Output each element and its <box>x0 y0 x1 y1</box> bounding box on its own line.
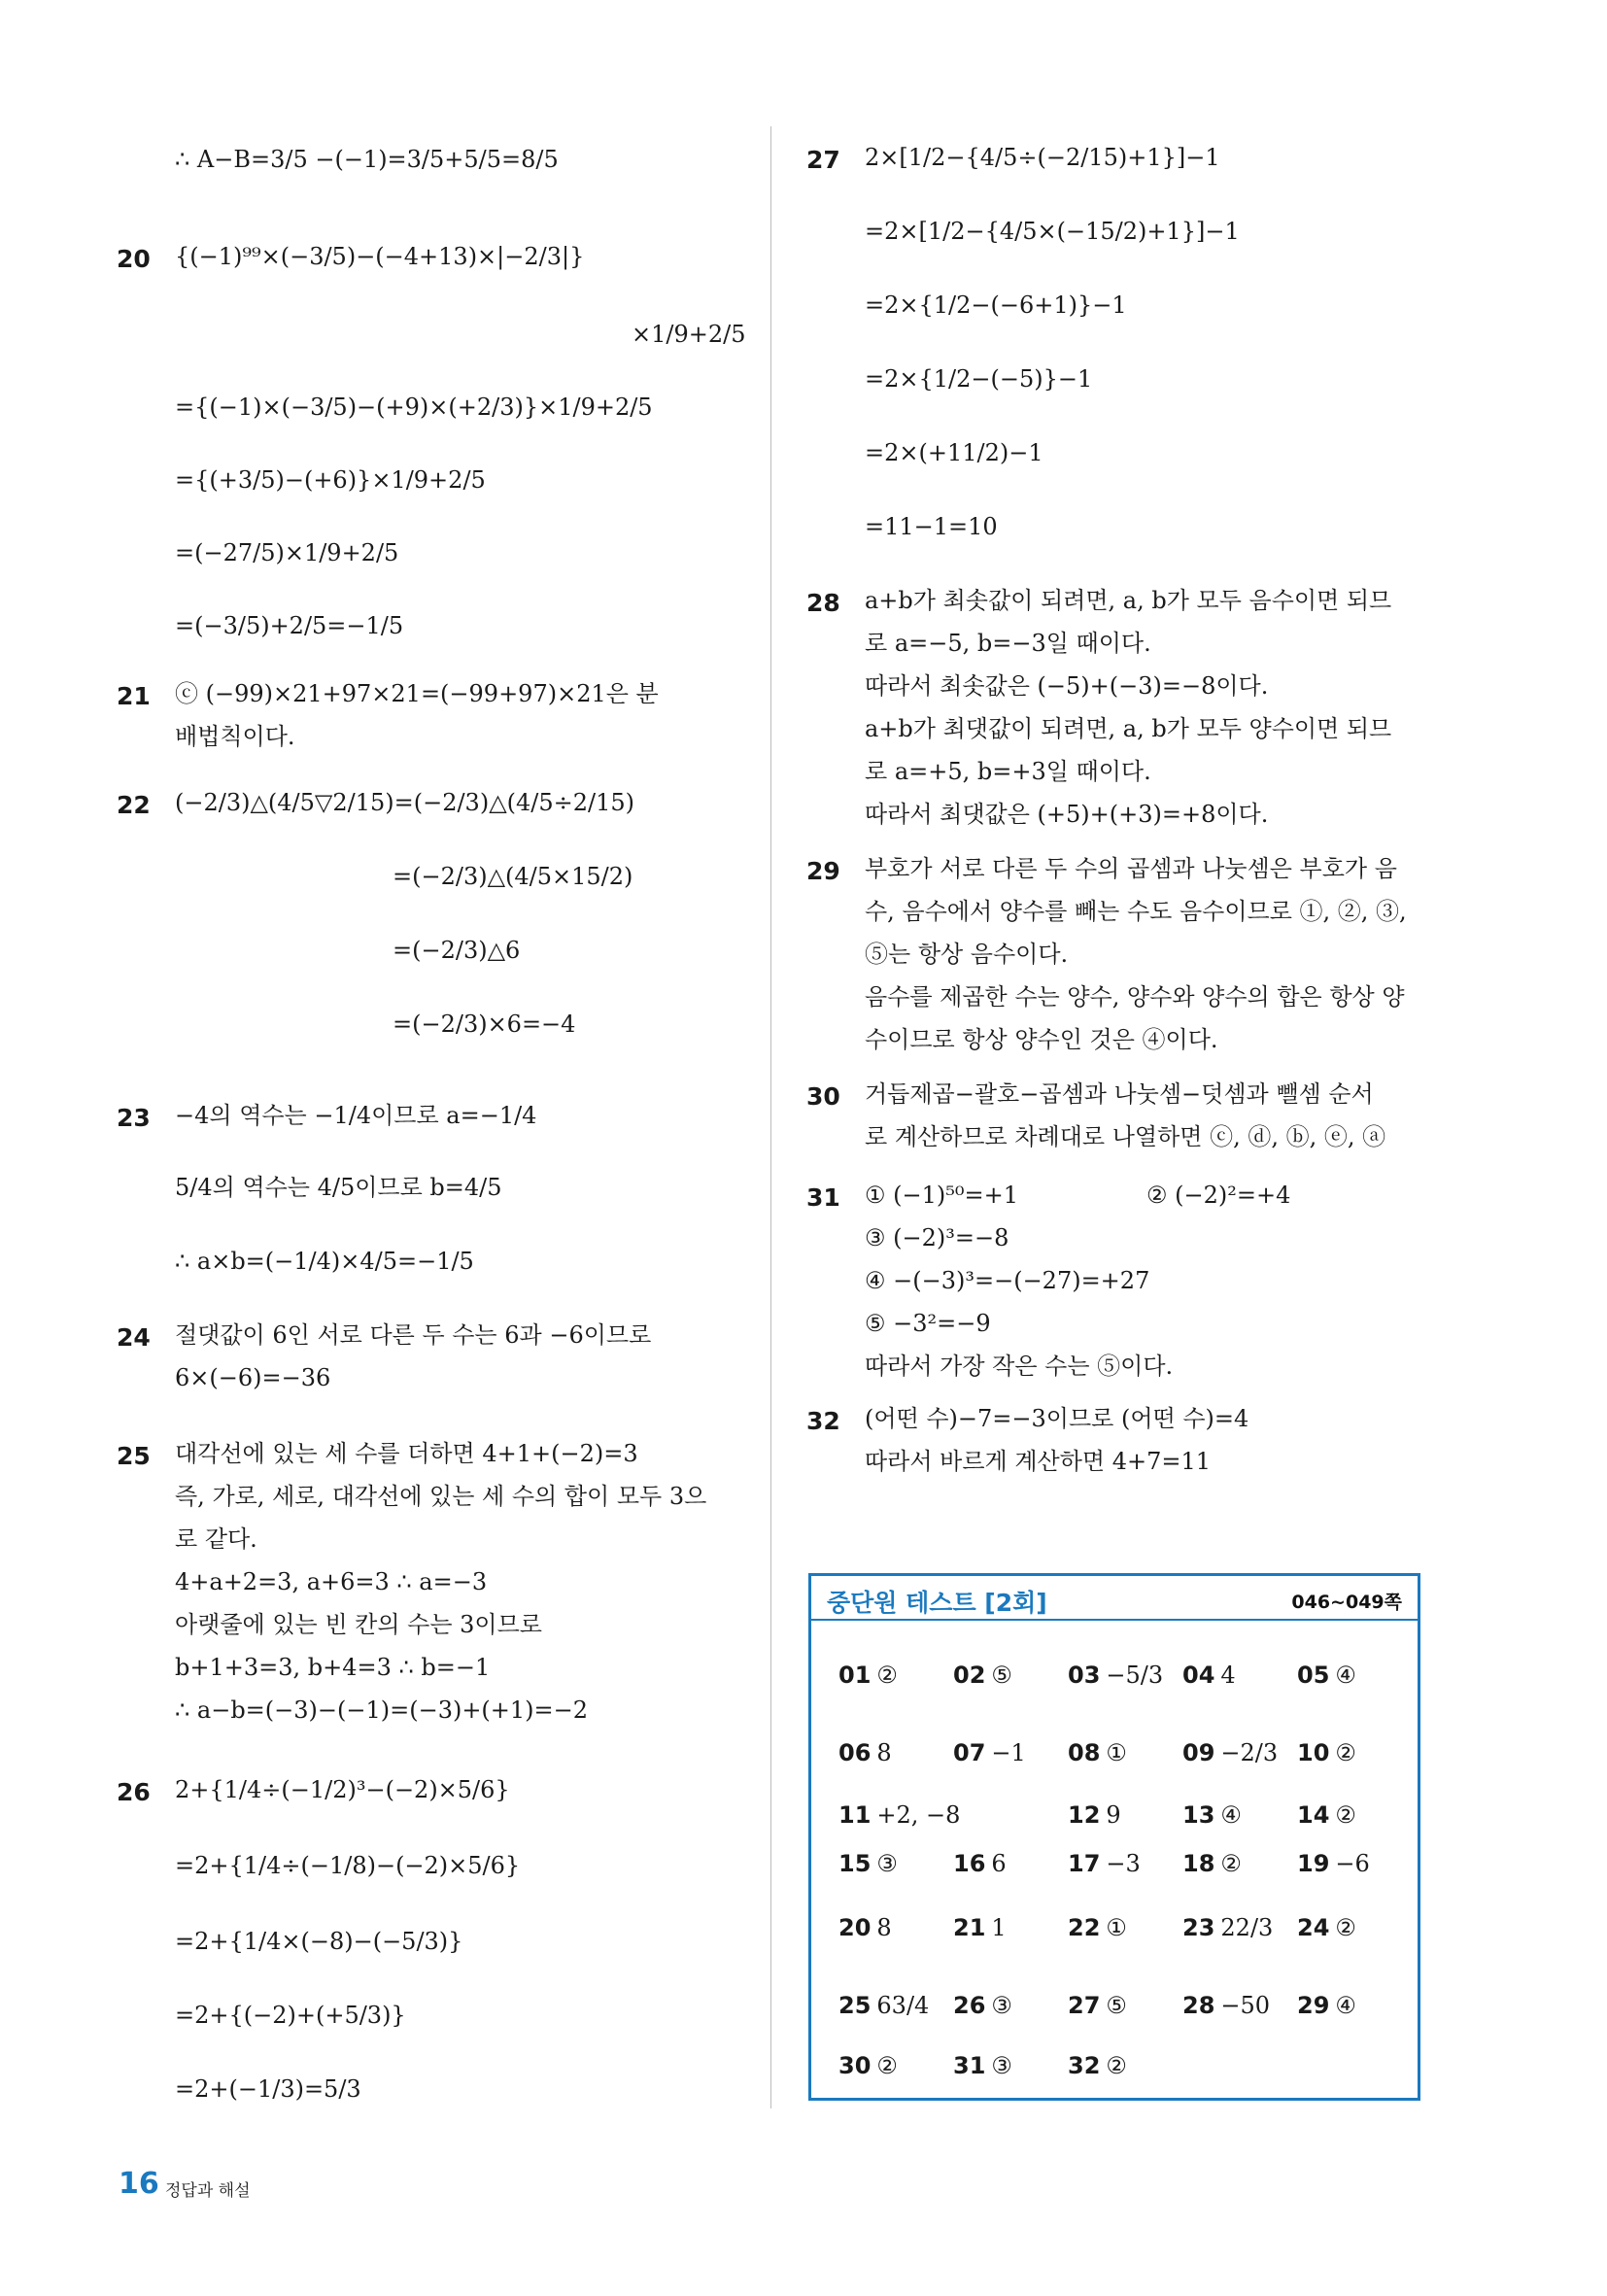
answer-item: 27 ⑤ <box>1068 1992 1127 2019</box>
footer-label: 정답과 해설 <box>165 2181 251 2201</box>
answer-box-title: 중단원 테스트 [2회] <box>827 1589 1047 1617</box>
answer-item: 03 −5/3 <box>1068 1662 1164 1689</box>
answer-box-pages: 046~049쪽 <box>1291 1592 1402 1613</box>
p19-conclusion: ∴ A−B=3/5 −(−1)=3/5+5/5=8/5 <box>175 146 559 173</box>
answer-item: 28 −50 <box>1182 1992 1271 2019</box>
answer-item: 18 ② <box>1182 1850 1242 1877</box>
answer-item: 13 ④ <box>1182 1801 1242 1829</box>
answer-item: 30 ② <box>838 2052 898 2079</box>
answer-item: 06 8 <box>838 1739 892 1766</box>
answer-item: 25 63/4 <box>838 1992 930 2019</box>
answer-item: 22 ① <box>1068 1914 1127 1941</box>
answer-item: 26 ③ <box>953 1992 1012 2019</box>
answer-item: 11 +2, −8 <box>838 1801 961 1829</box>
answer-item: 09 −2/3 <box>1182 1739 1279 1766</box>
answer-box-header <box>811 1576 1418 1621</box>
answer-item: 02 ⑤ <box>953 1662 1012 1689</box>
answer-item: 23 22/3 <box>1182 1914 1274 1941</box>
answer-item: 08 ① <box>1068 1739 1127 1766</box>
answer-item: 20 8 <box>838 1914 892 1941</box>
answer-item: 17 −3 <box>1068 1850 1141 1877</box>
answer-item: 31 ③ <box>953 2052 1012 2079</box>
answer-item: 15 ③ <box>838 1850 898 1877</box>
answer-item: 01 ② <box>838 1662 898 1689</box>
answer-item: 05 ④ <box>1297 1662 1356 1689</box>
answer-item: 07 −1 <box>953 1739 1026 1766</box>
page-number: 16 <box>119 2167 159 2201</box>
answer-item: 14 ② <box>1297 1801 1356 1829</box>
answer-item: 24 ② <box>1297 1914 1356 1941</box>
answer-item: 12 9 <box>1068 1801 1121 1829</box>
answer-page: ∴ A−B=3/5 −(−1)=3/5+5/5=8/5 20 {(−1)⁹⁹×(−3/5)−(−4+13)×|−2/3|} ×1/9+2/5 ={(−1)×(−3/5)−(+9)×(+2/3)}×1/9+2/5 ={(+3/5)−(+6)}×1/9+2/5 =(−27/5)×1/9+2/5 =(−3/5)+2/5=−1/5 21 ⓒ (−99)×21+97×21=(−99+97)×21은 분 배법칙이다. 22 (−2/3)△(4/5▽2/15)=(−2/3)△(4/5÷2/15) =(−2/3)△(4/5×15/2) =(−2/3)△6 =(−2/3)×6=−4 23 −4의 역수는 −1/4이므로 a=−1/4 5/4의 역수는 4/5이므로 b=4/5 ∴ a×b=(−1/4)×4/5=−1/5 24 절댓값이 6인 서로 다른 두 수는 6과 −6이므로 6×(−6)=−36 25 대각선에 있는 세 수를 더하면 4+1+(−2)=3 즉, 가로, 세로, 대각선에 있는 세 수의 합이 모두 3으 로 같다. 4+a+2=3, a+6=3 ∴ a=−3 아랫줄에 있는 빈 칸의 수는 3이므로 b+1+3=3, b+4=3 ∴ b=−1 ∴ a−b=(−3)−(−1)=(−3)+(+1)=−2 26 2+{1/4÷(−1/2)³−(−2)×5/6} =2+{1/4÷(−1/8)−(−2)×5/6} =2+{1/4×(−8)−(−5/3)} =2+{(−2)+(+5/3)} =2+(−1/3)=5/3 27 2×[1/2−{4/5÷(−2/15)+1}]−1 =2×[1/2−{4/5×(−15/2)+1}]−1 =2×{1/2−(−6+1)}−1 =2×{1/2−(−5)}−1 =2×(+11/2)−1 =11−1=10 28 a+b가 최솟값이 되려면, a, b가 모두 음수이면 되므 로 a=−5, b=−3일 때이다. 따라서 최솟값은 (−5)+(−3)=−8이다. a+b가 최댓값이 되려면, a, b가 모두 양수이면 되므 로 a=+5, b=+3일 때이다. 따라서 최댓값은 (+5)+(+3)=+8이다. 29 부호가 서로 다른 두 수의 곱셈과 나눗셈은 부호가 음 수, 음수에서 양수를 빼는 수도 음수이므로 ①, ②, ③, ⑤는 항상 음수이다. 음수를 제곱한 수는 양수, 양수와 양수의 합은 항상 양 수이므로 항상 양수인 것은 ④이다. 30 거듭제곱−괄호−곱셈과 나눗셈−덧셈과 뺄셈 순서 로 계산하므로 차례대로 나열하면 ⓒ, ⓓ, ⓑ, ⓔ, ⓐ 31 ① (−1)⁵⁰=+1 ② (−2)²=+4 ③ (−2)³=−8 ④ −(−3)³=−(−27)=+27 ⑤ −3²=−9 따라서 가장 작은 수는 ⑤이다. 32 (어떤 수)−7=−3이므로 (어떤 수)=4 따라서 바르게 계산하면 4+7=11 중단원 테스트 [2회] 046~049쪽 01 ② 02 ⑤ 03 −5/3 04 4 05 ④ 06 8 07 −1 08 ① 09 −2/3 10 ② 11 +2, −8 12 9 13 ④ 14 ② 15 ③ 16 6 17 −3 18 ② 19 −6 20 8 21 1 22 ① 23 22/3 24 ② 25 63/4 26 ③ 27 ⑤ 28 −50 29 ④ 30 ② 31 ③ 32 ② 16 정답과 해설 <box>0 0 1607 2296</box>
answer-item: 10 ② <box>1297 1739 1356 1766</box>
answer-item: 16 6 <box>953 1850 1007 1877</box>
answer-item: 29 ④ <box>1297 1992 1356 2019</box>
column-divider <box>770 126 771 2108</box>
answer-item: 04 4 <box>1182 1662 1236 1689</box>
answer-item: 32 ② <box>1068 2052 1127 2079</box>
answer-item: 21 1 <box>953 1914 1007 1941</box>
answer-item: 19 −6 <box>1297 1850 1370 1877</box>
unit-test-answer-box <box>808 1573 1420 2101</box>
